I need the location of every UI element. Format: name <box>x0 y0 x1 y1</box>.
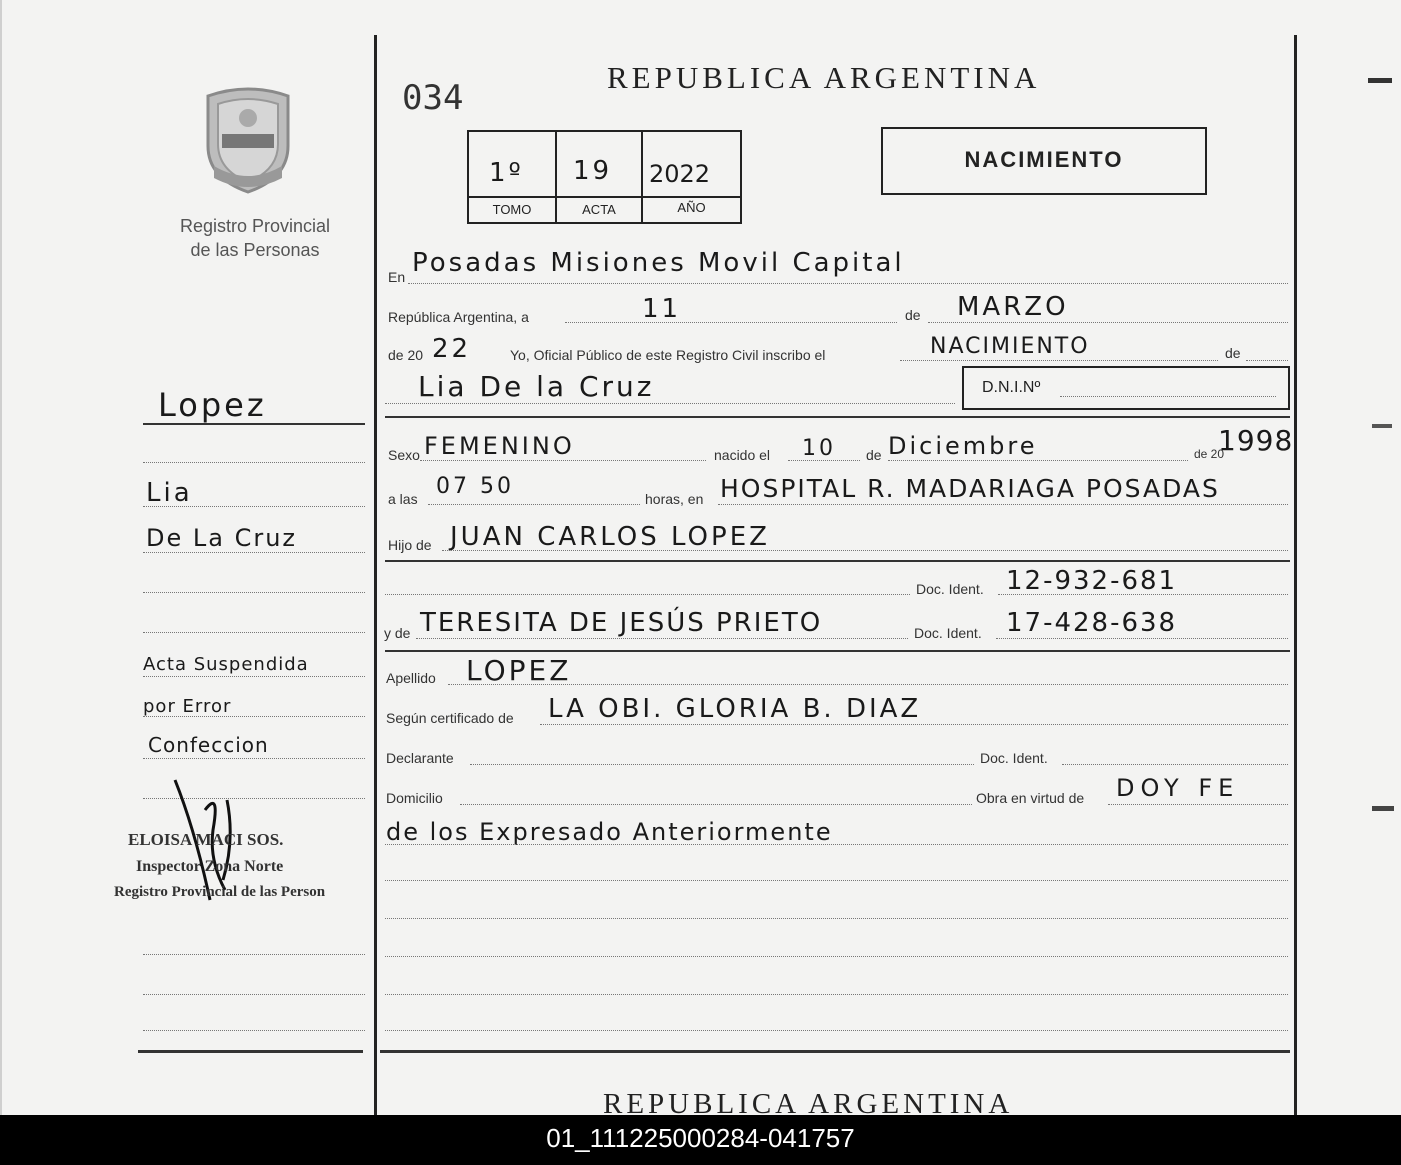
form-bottom-line <box>380 1050 1290 1053</box>
tomo-value: 1º <box>489 158 524 188</box>
republica-label: República Argentina, a <box>388 309 529 325</box>
margin-line <box>143 758 365 759</box>
certificado-label: Según certificado de <box>386 710 514 726</box>
birth-day-line <box>788 460 860 461</box>
domicilio-line <box>460 804 972 805</box>
margin-line <box>143 994 365 995</box>
remark-value: de los Expresado Anteriormente <box>386 818 833 846</box>
margin-note-1: Acta Suspendida <box>143 654 309 675</box>
father-line <box>442 550 1288 551</box>
margin-note-2: por Error <box>143 696 232 717</box>
country-title-bottom: REPUBLICA ARGENTINA <box>603 1088 1014 1115</box>
remark-line <box>385 844 1288 845</box>
edge-mark <box>1368 78 1392 83</box>
hour-line <box>428 504 640 505</box>
en-line <box>408 283 1288 284</box>
remark-line <box>385 918 1288 919</box>
father-doc: 12-932-681 <box>1006 566 1178 596</box>
act-value: NACIMIENTO <box>930 334 1090 359</box>
birth-month: Diciembre <box>888 432 1038 460</box>
section-divider-2 <box>385 560 1290 562</box>
act-line <box>900 360 1218 361</box>
act-type-label: NACIMIENTO <box>964 147 1124 172</box>
father-value: JUAN CARLOS LOPEZ <box>450 522 770 552</box>
edge-mark <box>1372 806 1394 811</box>
mother-doc-line <box>996 638 1288 639</box>
place-value: HOSPITAL R. MADARIAGA POSADAS <box>720 474 1220 503</box>
page-edge <box>0 0 2 1115</box>
name-line <box>385 403 955 404</box>
day-line <box>565 322 897 323</box>
margin-line <box>143 632 365 633</box>
remark-line <box>385 880 1288 881</box>
margin-divider-line <box>374 35 377 1115</box>
stamp-line-1: ELOISA MACI SOS. <box>128 830 284 849</box>
certificate-number: 034 <box>402 78 464 118</box>
stamp-line-2: Inspector Zona Norte <box>136 858 284 875</box>
certificado-line <box>540 724 1288 725</box>
father-extra-line <box>385 594 910 595</box>
margin-line <box>143 716 365 717</box>
obra-value: DOY FE <box>1116 774 1240 802</box>
birth-year: 1998 <box>1218 424 1294 457</box>
apellido-value: LOPEZ <box>466 654 572 687</box>
apellido-label: Apellido <box>386 670 436 686</box>
alas-label: a las <box>388 491 418 507</box>
remark-line <box>385 1030 1288 1031</box>
remark-line <box>385 956 1288 957</box>
day-value: 11 <box>642 294 682 324</box>
margin-line <box>143 506 365 507</box>
en-label: En <box>388 269 406 285</box>
doc-label-3: Doc. Ident. <box>980 750 1048 766</box>
margin-line <box>143 462 365 463</box>
de-label-3: de <box>866 447 882 463</box>
margin-given-2: De La Cruz <box>146 524 298 552</box>
ano-label: AÑO <box>677 200 706 215</box>
margin-surname-line <box>143 423 365 425</box>
month-value: MARZO <box>957 292 1069 322</box>
stamp-line-3: Registro Provincial de las Person <box>114 884 326 900</box>
ano-value: 2022 <box>649 160 711 188</box>
year-prefix: de 20 <box>388 347 424 363</box>
section-divider <box>385 416 1290 418</box>
de-label-2: de <box>1225 345 1241 361</box>
doc-label: Doc. Ident. <box>916 581 984 597</box>
name-value: Lia De la Cruz <box>418 370 655 403</box>
dni-label: D.N.I.Nº <box>982 379 1041 396</box>
declarante-label: Declarante <box>386 750 454 766</box>
hijo-label: Hijo de <box>388 537 432 553</box>
margin-given-1: Lia <box>146 478 193 508</box>
volume-table <box>467 130 742 224</box>
hour-value: 07 50 <box>436 474 514 499</box>
remark-line <box>385 994 1288 995</box>
right-border-line <box>1294 35 1297 1115</box>
en-value: Posadas Misiones Movil Capital <box>412 248 905 278</box>
act-type-box <box>881 127 1207 195</box>
edge-mark <box>1372 424 1392 428</box>
sexo-label: Sexo <box>388 447 420 463</box>
declarante-doc-line <box>1062 764 1288 765</box>
year-value: 22 <box>432 334 472 364</box>
de-label: de <box>905 307 921 323</box>
mother-value: TERESITA DE JESÚS PRIETO <box>420 608 823 638</box>
birth-month-line <box>888 460 1188 461</box>
father-doc-line <box>998 594 1288 595</box>
margin-line <box>143 954 365 955</box>
margin-surname: Lopez <box>158 386 267 424</box>
acta-label: ACTA <box>582 202 616 217</box>
inscribe-label: Yo, Oficial Público de este Registro Civil inscribo el <box>510 347 826 363</box>
nacido-label: nacido el <box>714 447 771 463</box>
place-line <box>718 504 1288 505</box>
domicilio-label: Domicilio <box>386 790 443 806</box>
declarante-line <box>470 764 974 765</box>
margin-bottom-line <box>138 1050 363 1053</box>
registry-name: Registro Provincial de las Personas <box>179 216 331 260</box>
yde-label: y de <box>384 625 411 641</box>
mother-doc: 17-428-638 <box>1006 608 1178 638</box>
margin-note-3: Confeccion <box>148 733 269 757</box>
margin-line <box>143 552 365 553</box>
doc-label-2: Doc. Ident. <box>914 625 982 641</box>
de-line <box>1246 360 1288 361</box>
certificado-value: LA OBI. GLORIA B. DIAZ <box>548 694 922 724</box>
dni-box <box>962 366 1290 410</box>
obra-label: Obra en virtud de <box>976 790 1085 806</box>
apellido-line <box>448 684 1288 685</box>
country-title: REPUBLICA ARGENTINA <box>607 60 1041 95</box>
acta-value: 19 <box>573 156 613 186</box>
birth-day: 10 <box>802 436 836 461</box>
sexo-line <box>420 460 706 461</box>
sexo-value: FEMENINO <box>424 432 575 460</box>
de20-label: de 20 <box>1194 447 1225 461</box>
month-line <box>928 322 1288 323</box>
horas-label: horas, en <box>645 491 704 507</box>
obra-line <box>1108 804 1288 805</box>
registry-seal-icon <box>200 86 296 196</box>
margin-line <box>143 676 365 677</box>
margin-line <box>143 1030 365 1031</box>
tomo-label: TOMO <box>492 202 532 217</box>
section-divider-3 <box>385 650 1290 652</box>
document-id-footer: 01_111225000284-041757 <box>0 1115 1401 1165</box>
margin-line <box>143 592 365 593</box>
mother-line <box>416 638 908 639</box>
